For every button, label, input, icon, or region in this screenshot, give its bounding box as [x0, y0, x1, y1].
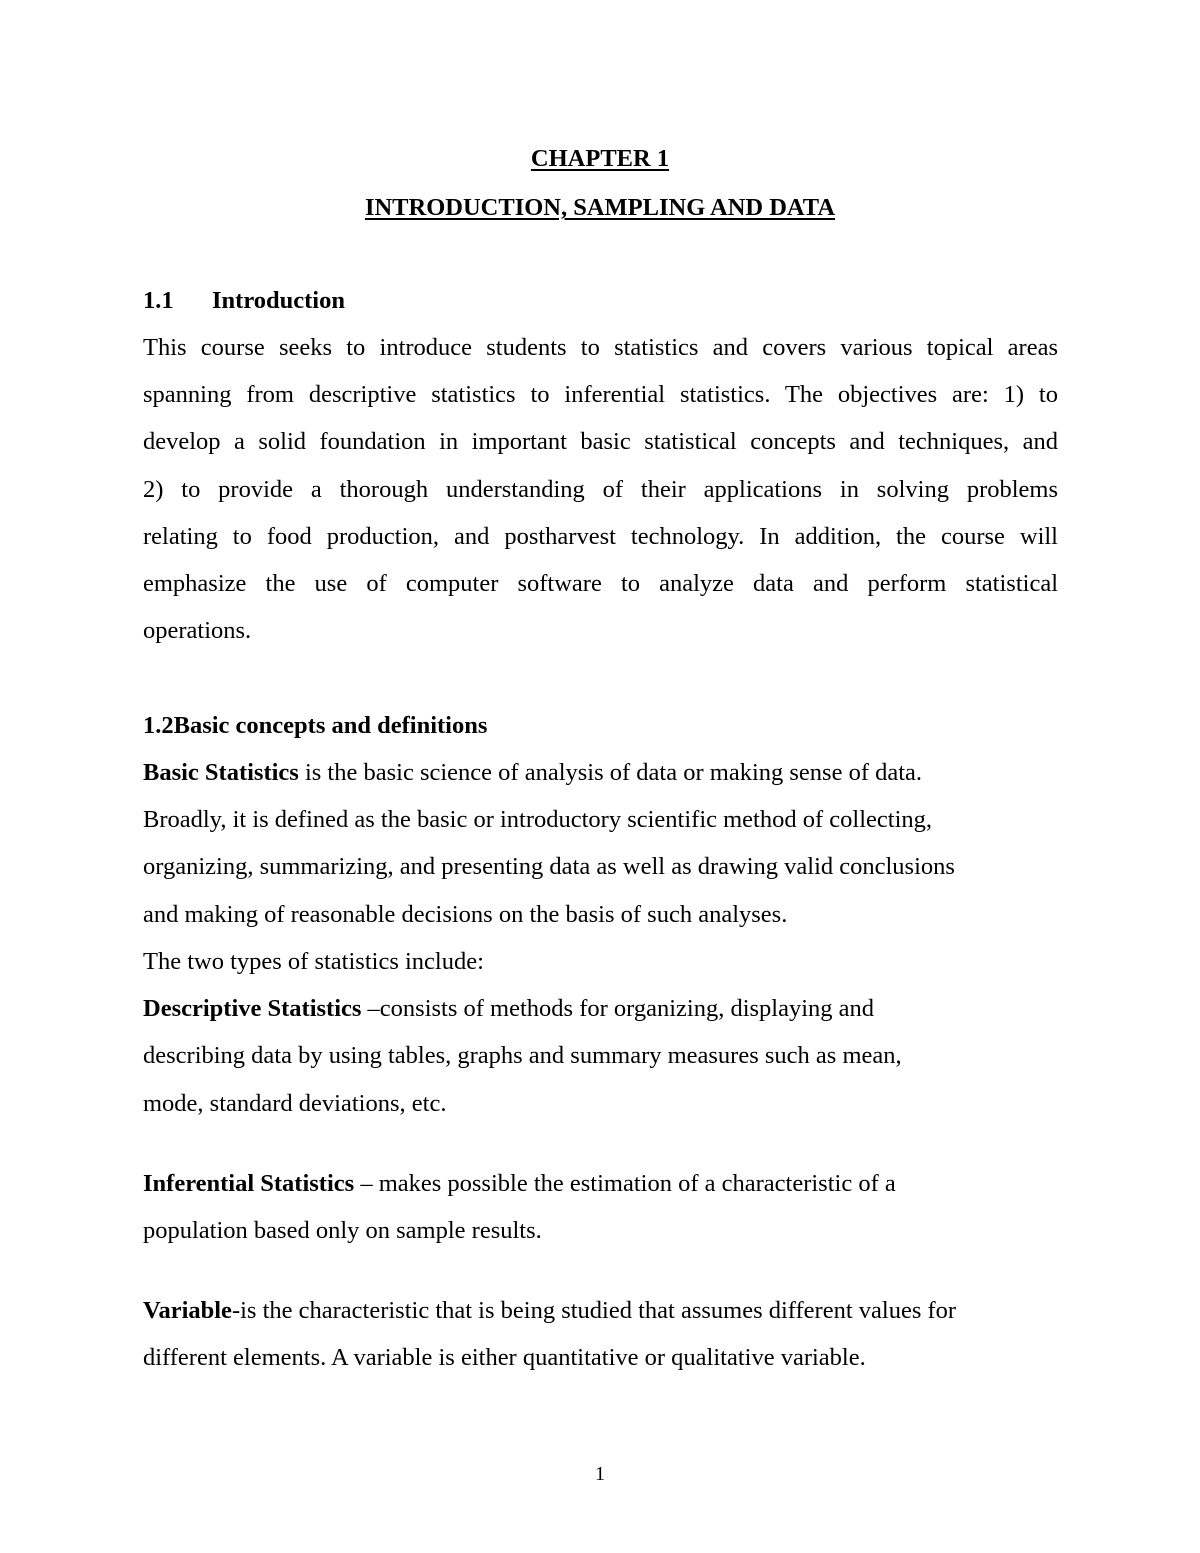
- basic-statistics-definition: is the basic science of analysis of data or making sense of data.: [298, 759, 923, 786]
- variable-line-2: different elements. A variable is either quantitative or qualitative variable.: [143, 1344, 866, 1371]
- chapter-number: CHAPTER 1: [530, 145, 670, 172]
- variable-line-1: [143, 1296, 956, 1326]
- page-number: 1: [595, 1463, 605, 1485]
- descriptive-statistics-definition: –consists of methods for organizing, displaying and: [361, 995, 875, 1022]
- section-1-1-heading: [143, 286, 345, 316]
- descriptive-line-1: [143, 994, 874, 1024]
- inferential-statistics-definition: – makes possible the estimation of a characteristic of a: [354, 1170, 896, 1197]
- section-1-1-number: 1.1: [143, 287, 174, 314]
- basic-statistics-term: Basic Statistics: [143, 759, 299, 786]
- chapter-title: INTRODUCTION, SAMPLING AND DATA: [364, 194, 836, 221]
- descriptive-statistics-term: Descriptive Statistics: [143, 995, 362, 1022]
- basic-statistics-line-3: organizing, summarizing, and presenting data as well as drawing valid conclusions: [143, 853, 955, 880]
- descriptive-line-3: mode, standard deviations, etc.: [143, 1090, 447, 1117]
- variable-term: Variable: [143, 1297, 232, 1324]
- section-1-2-title: 1.2Basic concepts and definitions: [143, 712, 488, 739]
- inferential-line-1: [143, 1169, 896, 1199]
- intro-line-4: 2) to provide a thorough understanding of their applications in solving problems: [143, 476, 1058, 503]
- basic-statistics-line-1: [143, 758, 922, 788]
- basic-statistics-line-2: Broadly, it is defined as the basic or introductory scientific method of collecting,: [143, 806, 933, 833]
- intro-line-3: develop a solid foundation in important basic statistical concepts and techniques, and: [143, 428, 1058, 455]
- section-1-1-title: Introduction: [212, 287, 345, 314]
- intro-line-7: operations.: [143, 617, 252, 644]
- descriptive-line-2: describing data by using tables, graphs and summary measures such as mean,: [143, 1042, 902, 1069]
- intro-line-2: spanning from descriptive statistics to inferential statistics. The objectives are: 1) to: [143, 381, 1058, 408]
- two-types-line: The two types of statistics include:: [143, 948, 484, 975]
- intro-line-5: relating to food production, and postharvest technology. In addition, the course will: [143, 523, 1058, 550]
- section-1-2-heading: [143, 711, 487, 741]
- intro-line-6: emphasize the use of computer software to analyze data and perform statistical: [143, 570, 1058, 597]
- inferential-statistics-term: Inferential Statistics: [143, 1170, 355, 1197]
- basic-statistics-line-4: and making of reasonable decisions on the basis of such analyses.: [143, 901, 788, 928]
- variable-definition: -is the characteristic that is being studied that assumes different values for: [231, 1297, 957, 1324]
- intro-line-1: This course seeks to introduce students to statistics and covers various topical areas: [143, 334, 1058, 361]
- inferential-line-2: population based only on sample results.: [143, 1217, 542, 1244]
